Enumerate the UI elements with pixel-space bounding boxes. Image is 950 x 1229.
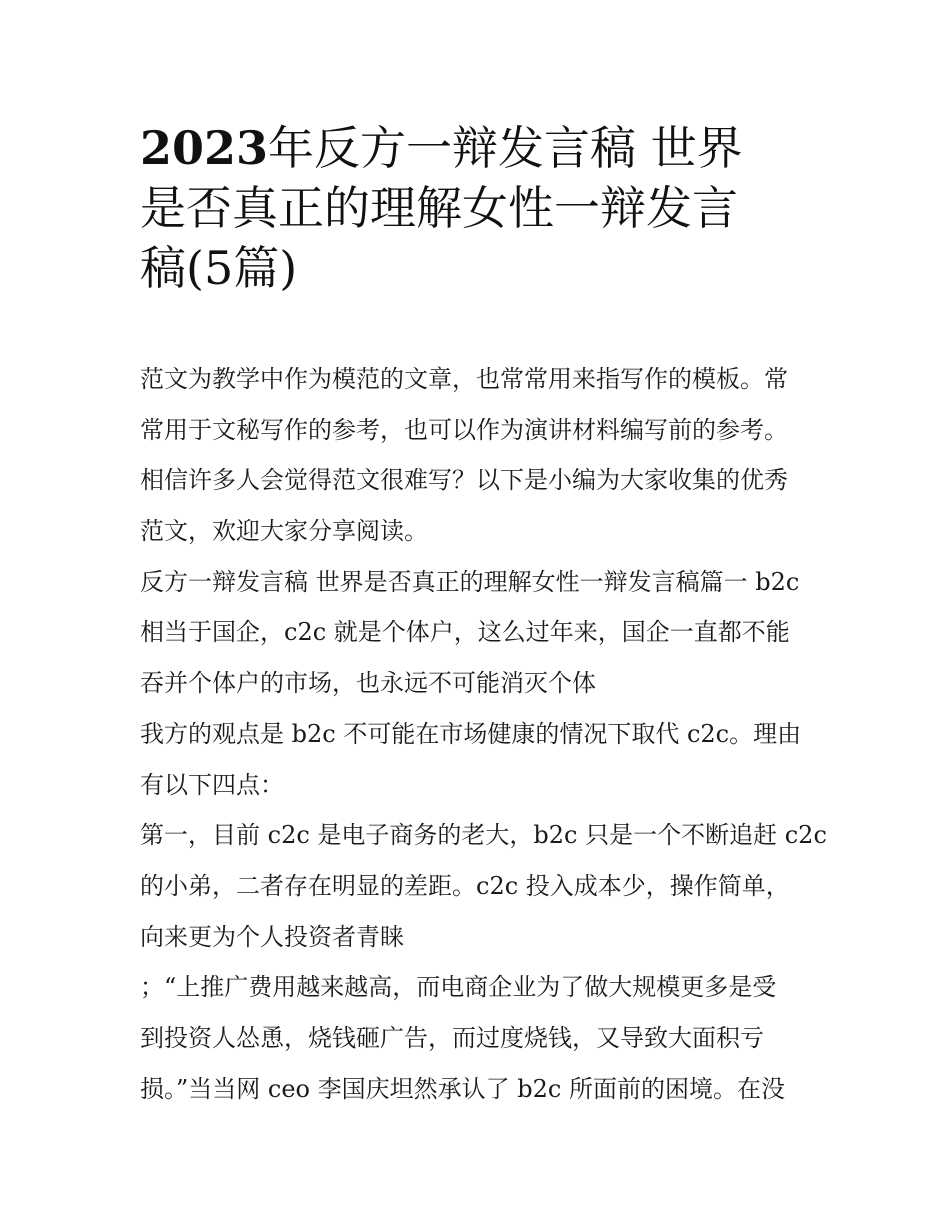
body-line: 吞并个体户的市场，也永远不可能消灭个体 [140, 669, 596, 698]
body-line: 的小弟，二者存在明显的差距。c2c 投入成本少，操作简单， [140, 871, 790, 900]
body-line: 范文为教学中作为模范的文章，也常常用来指写作的模板。常 [140, 365, 788, 393]
body-line: 到投资人怂恿，烧钱砸广告，而过度烧钱，又导致大面积亏 [140, 1023, 764, 1052]
body-line: 损。”当当网 ceo 李国庆坦然承认了 b2c 所面前的困境。在没 [140, 1074, 785, 1103]
body-line: 相信许多人会觉得范文很难写？以下是小编为大家收集的优秀 [140, 466, 788, 495]
title-line [140, 178, 820, 238]
title-text: 稿(5篇) [140, 241, 298, 295]
title-text: 年反方一辩发言稿 世界 [268, 121, 743, 175]
body-line: 相当于国企，c2c 就是个体户，这么过年来，国企一直都不能 [140, 618, 790, 647]
body-line: 第一，目前 c2c 是电子商务的老大，b2c 只是一个不断追赶 c2c [140, 821, 827, 850]
document-title [140, 118, 820, 298]
title-year: 2023 [140, 121, 269, 175]
body-line: ；“上推广费用越来越高，而电商企业为了做大规模更多是受 [140, 973, 777, 1002]
body-line: 反方一辩发言稿 世界是否真正的理解女性一辩发言稿篇一 b2c [140, 567, 800, 596]
body-line: 有以下四点： [140, 770, 284, 799]
body-line: 常用于文秘写作的参考，也可以作为演讲材料编写前的参考。 [140, 415, 788, 444]
title-line [140, 238, 820, 298]
body-line: 我方的观点是 b2c 不可能在市场健康的情况下取代 c2c。理由 [140, 719, 802, 748]
title-line [140, 118, 820, 178]
document-body [140, 354, 827, 1114]
body-line: 范文，欢迎大家分享阅读。 [140, 517, 428, 546]
body-line: 向来更为个人投资者青睐 [140, 922, 404, 951]
title-text: 是否真正的理解女性一辩发言 [140, 181, 738, 235]
